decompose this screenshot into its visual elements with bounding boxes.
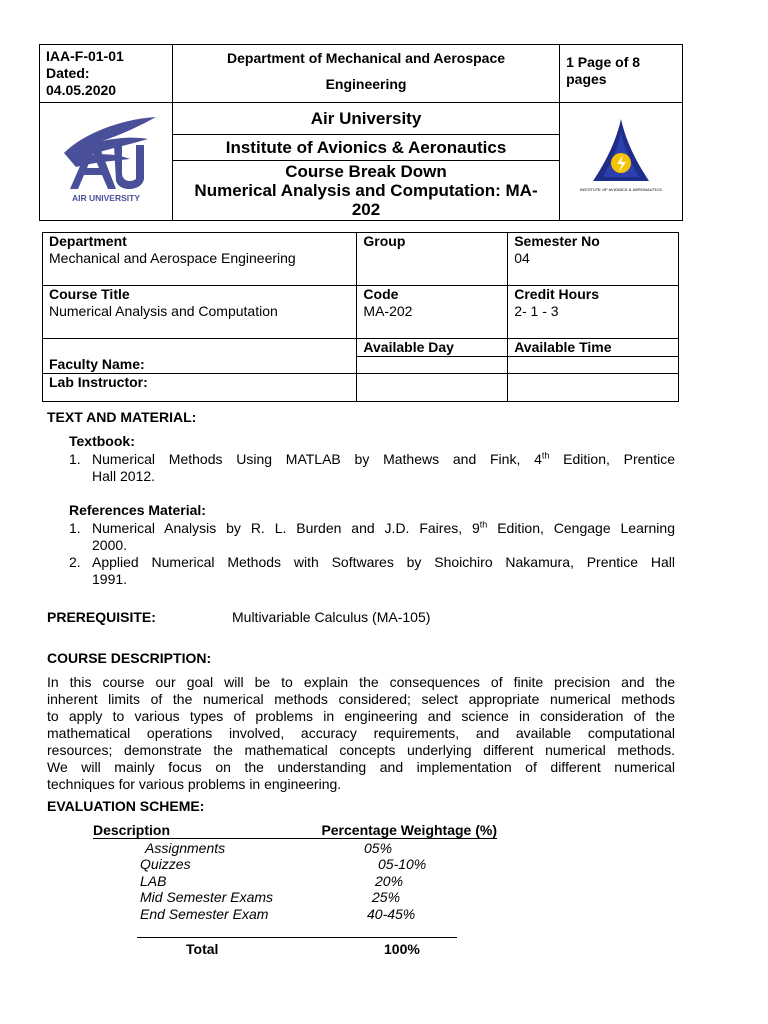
header-table bbox=[39, 44, 683, 221]
course-description-line: mathematical operations involved, accuracy requirements, and available computational bbox=[47, 725, 675, 741]
evaluation-col-weightage: Percentage Weightage (%) bbox=[301, 823, 497, 839]
reference-2-num: 2. bbox=[69, 554, 81, 570]
form-date: 04.05.2020 bbox=[46, 82, 117, 98]
course-title-label: Course Title bbox=[49, 286, 130, 302]
reference-1-line2: 2000. bbox=[92, 537, 128, 553]
course-description-heading: COURSE DESCRIPTION: bbox=[47, 650, 212, 666]
course-info-table bbox=[42, 232, 679, 402]
credit-value: 2- 1 - 3 bbox=[514, 303, 559, 319]
course-title-cell bbox=[172, 161, 559, 221]
course-description-body bbox=[47, 674, 675, 793]
group-label: Group bbox=[363, 233, 406, 249]
evaluation-heading: EVALUATION SCHEME: bbox=[47, 798, 205, 814]
evaluation-row-name: LAB bbox=[140, 873, 167, 889]
course-description-line: to apply to various types of problems in engineering and science in consideration of the bbox=[47, 708, 675, 724]
institute-logo-icon bbox=[579, 117, 663, 201]
reference-item-1 bbox=[69, 520, 675, 554]
group-info-cell bbox=[357, 233, 508, 286]
course-description-line: inherent limits of the numerical methods considered; select appropriate numerical methods bbox=[47, 691, 675, 707]
lab-instructor-cell bbox=[43, 374, 357, 402]
evaluation-total-value: 100% bbox=[384, 941, 420, 957]
university-cell bbox=[172, 103, 559, 135]
page-info-line2: pages bbox=[566, 71, 607, 87]
university-name: Air University bbox=[310, 109, 422, 128]
form-id-cell bbox=[40, 45, 173, 103]
prerequisite-label: PREREQUISITE: bbox=[47, 609, 156, 625]
faculty-label: Faculty Name: bbox=[49, 356, 145, 372]
code-label: Code bbox=[363, 286, 399, 302]
semester-label: Semester No bbox=[514, 233, 600, 249]
code-value: MA-202 bbox=[363, 303, 413, 319]
page-info-cell bbox=[560, 45, 683, 103]
evaluation-row-value: 40-45% bbox=[367, 906, 416, 922]
department-cell bbox=[172, 45, 559, 103]
course-description-line: We will mainly focus on the understanding and implementation of different numerical bbox=[47, 759, 675, 775]
evaluation-row-name: Assignments bbox=[145, 840, 226, 856]
textbook-num: 1. bbox=[69, 451, 81, 467]
lab-day-value bbox=[357, 374, 508, 402]
credit-info-cell bbox=[508, 286, 679, 339]
lab-instructor-label: Lab Instructor: bbox=[49, 374, 148, 390]
department-label: Department bbox=[49, 233, 127, 249]
prerequisite-value: Multivariable Calculus (MA-105) bbox=[232, 609, 431, 625]
air-university-logo-text: AIR UNIVERSITY bbox=[71, 193, 140, 203]
form-id: IAA-F-01-01 bbox=[46, 48, 124, 64]
reference-item-2 bbox=[69, 554, 675, 588]
reference-2-line1: Applied Numerical Methods with Softwares by Shoichiro Nakamura, Prentice Hall bbox=[92, 554, 675, 570]
textbook-item bbox=[69, 451, 675, 485]
evaluation-row-value: 05-10% bbox=[378, 856, 427, 872]
department-line2: Engineering bbox=[325, 76, 407, 92]
evaluation-row-value: 05% bbox=[364, 840, 393, 856]
available-time-label: Available Time bbox=[508, 339, 679, 357]
course-description-line: techniques for various problems in engineering. bbox=[47, 776, 342, 792]
institute-logo-cell bbox=[560, 103, 683, 221]
semester-info-cell bbox=[508, 233, 679, 286]
evaluation-total-label: Total bbox=[186, 941, 219, 957]
evaluation-row-name: Quizzes bbox=[140, 856, 191, 872]
reference-1-sup: th bbox=[479, 519, 488, 530]
textbook-line1-pre: Numerical Methods Using MATLAB by Mathews and Fink, 4 bbox=[92, 451, 542, 467]
course-title-line1: Numerical Analysis and Computation: MA- bbox=[194, 181, 538, 200]
reference-1-num: 1. bbox=[69, 520, 81, 536]
page-info-line1: 1 Page of 8 bbox=[566, 54, 641, 70]
semester-value: 04 bbox=[514, 250, 530, 266]
references-heading: References Material: bbox=[69, 502, 206, 518]
reference-2-line2: 1991. bbox=[92, 571, 128, 587]
evaluation-row-value: 25% bbox=[372, 889, 401, 905]
textbook-line1-post: Edition, Prentice bbox=[549, 451, 675, 467]
department-line1: Department of Mechanical and Aerospace bbox=[227, 50, 506, 66]
institute-cell bbox=[172, 135, 559, 161]
faculty-cell bbox=[43, 339, 357, 374]
text-material-heading: TEXT AND MATERIAL: bbox=[47, 409, 197, 425]
department-value: Mechanical and Aerospace Engineering bbox=[49, 250, 296, 266]
department-info-cell bbox=[43, 233, 357, 286]
institute-logo-text: INSTITUTE OF AVIONICS & AERONAUTICS bbox=[580, 187, 662, 192]
available-day-value bbox=[357, 357, 508, 374]
air-university-logo-icon bbox=[50, 113, 162, 205]
course-title-value: Numerical Analysis and Computation bbox=[49, 303, 278, 319]
available-time-value bbox=[508, 357, 679, 374]
evaluation-col-description: Description bbox=[93, 823, 301, 839]
air-university-logo-cell bbox=[40, 103, 173, 221]
dated-label: Dated: bbox=[46, 65, 90, 81]
textbook-heading: Textbook: bbox=[69, 433, 135, 449]
code-info-cell bbox=[357, 286, 508, 339]
lab-time-value bbox=[508, 374, 679, 402]
course-description-line: In this course our goal will be to explain the consequences of finite precision and the bbox=[47, 674, 675, 690]
doc-title: Course Break Down bbox=[285, 162, 447, 181]
reference-1-line1-post: Edition, Cengage Learning bbox=[487, 520, 675, 536]
available-day-label: Available Day bbox=[357, 339, 508, 357]
evaluation-row-name: End Semester Exam bbox=[140, 906, 269, 922]
course-description-line: resources; demonstrate the mathematical concepts underlying different numerical methods. bbox=[47, 742, 675, 758]
reference-1-line1-pre: Numerical Analysis by R. L. Burden and J.D. Faires, 9 bbox=[92, 520, 480, 536]
course-title-line2: 202 bbox=[351, 200, 381, 219]
course-title-info-cell bbox=[43, 286, 357, 339]
evaluation-total-divider bbox=[137, 937, 457, 938]
textbook-line2: Hall 2012. bbox=[92, 468, 156, 484]
evaluation-row-value: 20% bbox=[375, 873, 404, 889]
institute-name: Institute of Avionics & Aeronautics bbox=[225, 138, 507, 157]
evaluation-row-name: Mid Semester Exams bbox=[140, 889, 274, 905]
textbook-sup: th bbox=[541, 450, 550, 461]
credit-label: Credit Hours bbox=[514, 286, 600, 302]
